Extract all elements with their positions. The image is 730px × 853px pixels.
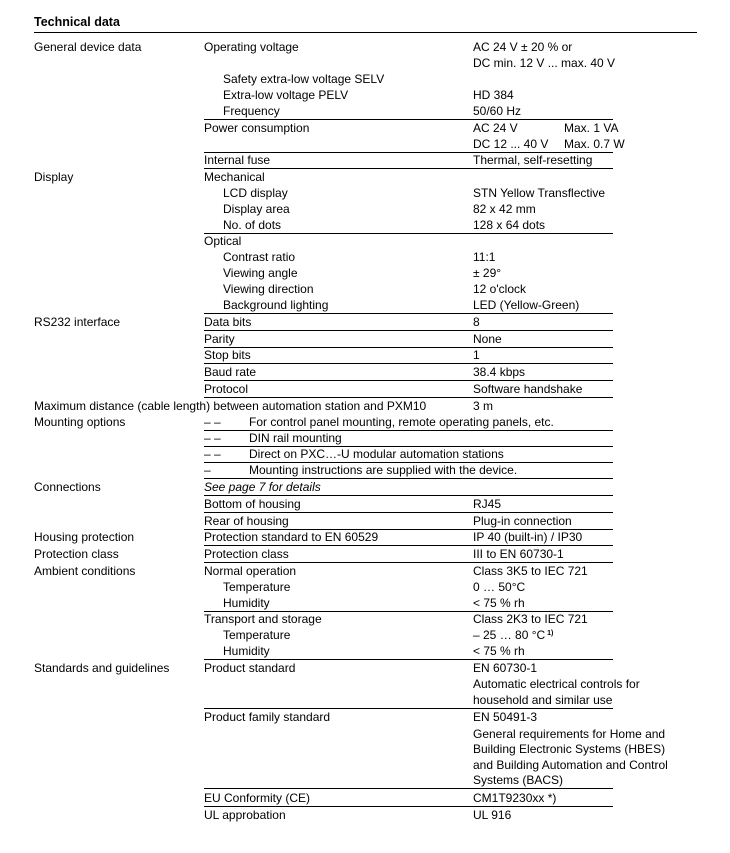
row-parameter: Contrast ratio [223, 250, 296, 264]
row-parameter: Temperature [223, 580, 291, 594]
row-parameter: Viewing direction [223, 282, 314, 296]
row-value: Automatic electrical controls for [473, 677, 640, 691]
row-value: III to EN 60730-1 [473, 547, 564, 561]
title-rule [34, 32, 697, 33]
row-value-max: Max. 0.7 W [564, 137, 625, 151]
row-parameter: Background lighting [223, 298, 329, 312]
row-value: 11:1 [473, 250, 496, 264]
row-parameter: Stop bits [204, 348, 251, 362]
row-value: Class 3K5 to IEC 721 [473, 564, 588, 578]
row-rule [204, 806, 613, 807]
row-rule [204, 168, 613, 169]
row-parameter: Rear of housing [204, 514, 289, 528]
row-value: < 75 % rh [473, 596, 525, 610]
row-category: Ambient conditions [34, 564, 136, 578]
row-parameter: For control panel mounting, remote operating panels, etc. [249, 415, 554, 429]
row-value: CM1T9230xx *) [473, 791, 557, 805]
row-value: HD 384 [473, 88, 514, 102]
row-category: Display [34, 170, 74, 184]
row-category: Protection class [34, 547, 119, 561]
row-parameter: Protocol [204, 382, 249, 396]
row-value: 8 [473, 315, 480, 329]
row-parameter: Protection standard to EN 60529 [204, 530, 379, 544]
row-parameter: Internal fuse [204, 153, 271, 167]
row-parameter: Mechanical [204, 170, 265, 184]
row-parameter: Extra-low voltage PELV [223, 88, 349, 102]
row-value: Class 2K3 to IEC 721 [473, 612, 588, 626]
row-value: 128 x 64 dots [473, 218, 546, 232]
row-value: household and similar use [473, 693, 613, 707]
row-parameter: Temperature [223, 628, 291, 642]
row-category: Housing protection [34, 530, 135, 544]
row-parameter: Optical [204, 234, 242, 248]
row-value: Software handshake [473, 382, 583, 396]
row-value: AC 24 V [473, 121, 518, 135]
row-rule [204, 512, 613, 513]
row-value: 0 … 50°C [473, 580, 526, 594]
row-category: General device data [34, 40, 142, 54]
row-value: Building Electronic Systems (HBES) [473, 742, 666, 756]
row-parameter: Frequency [223, 104, 280, 118]
row-value: 50/60 Hz [473, 104, 522, 118]
row-value: ± 29° [473, 266, 502, 280]
row-value: 1 [473, 348, 480, 362]
row-rule [204, 233, 613, 234]
row-value: RJ45 [473, 497, 502, 511]
row-value: Plug-in connection [473, 514, 572, 528]
row-rule [204, 363, 613, 364]
section-title: Technical data [34, 15, 120, 29]
row-rule [204, 478, 613, 479]
row-parameter: Bottom of housing [204, 497, 301, 511]
row-parameter: Baud rate [204, 365, 257, 379]
row-parameter: Viewing angle [223, 266, 298, 280]
row-value: 12 o'clock [473, 282, 526, 296]
row-rule [204, 119, 613, 120]
row-parameter: Parity [204, 332, 235, 346]
row-rule [204, 659, 613, 660]
row-value: DC min. 12 V ... max. 40 V [473, 56, 616, 70]
row-rule [204, 330, 613, 331]
row-parameter: No. of dots [223, 218, 282, 232]
row-value: None [473, 332, 502, 346]
row-bullet: – – [204, 415, 221, 429]
row-bullet: – – [204, 431, 221, 445]
row-parameter: Product standard [204, 661, 296, 675]
row-rule [204, 380, 613, 381]
row-value: and Building Automation and Control [473, 758, 668, 772]
row-value: 38.4 kbps [473, 365, 526, 379]
row-value: Thermal, self-resetting [473, 153, 593, 167]
row-value: LED (Yellow-Green) [473, 298, 580, 312]
row-parameter: Normal operation [204, 564, 297, 578]
row-category: Standards and guidelines [34, 661, 170, 675]
row-rule [204, 562, 613, 563]
row-value: IP 40 (built-in) / IP30 [473, 530, 583, 544]
row-value: Systems (BACS) [473, 773, 564, 787]
row-parameter: Humidity [223, 644, 270, 658]
row-parameter: Direct on PXC…-U modular automation stations [249, 447, 504, 461]
row-category: Connections [34, 480, 101, 494]
row-parameter: LCD display [223, 186, 288, 200]
row-bullet: – [204, 463, 211, 477]
row-parameter: UL approbation [204, 808, 286, 822]
footnote-marker: 1) [545, 630, 554, 637]
row-parameter: EU Conformity (CE) [204, 791, 311, 805]
row-parameter: Humidity [223, 596, 270, 610]
row-parameter: See page 7 for details [204, 480, 321, 494]
row-parameter: Display area [223, 202, 290, 216]
row-value-max: Max. 1 VA [564, 121, 619, 135]
row-value: – 25 … 80 °C $^{1)}$ [473, 628, 554, 642]
row-rule [204, 397, 613, 398]
row-value: DC 12 ... 40 V [473, 137, 549, 151]
row-value: 3 m [473, 399, 494, 413]
row-bullet: – – [204, 447, 221, 461]
row-rule [204, 708, 613, 709]
row-parameter: Operating voltage [204, 40, 299, 54]
row-value: AC 24 V ± 20 % or [473, 40, 573, 54]
row-value: < 75 % rh [473, 644, 525, 658]
row-rule [204, 788, 613, 789]
row-parameter: Data bits [204, 315, 252, 329]
row-category: Maximum distance (cable length) between automation station and PXM10 [34, 399, 427, 413]
row-value: EN 50491-3 [473, 710, 538, 724]
row-value: General requirements for Home and [473, 727, 666, 741]
row-parameter: Transport and storage [204, 612, 322, 626]
row-rule [204, 313, 613, 314]
row-value: EN 60730-1 [473, 661, 538, 675]
row-rule [204, 495, 613, 496]
row-parameter: Protection class [204, 547, 289, 561]
row-category: Mounting options [34, 415, 126, 429]
row-parameter: Product family standard [204, 710, 331, 724]
row-rule [204, 545, 613, 546]
row-category: RS232 interface [34, 315, 121, 329]
row-value: 82 x 42 mm [473, 202, 536, 216]
row-value: UL 916 [473, 808, 512, 822]
row-rule [204, 347, 613, 348]
row-parameter: Power consumption [204, 121, 310, 135]
row-parameter: DIN rail mounting [249, 431, 342, 445]
row-parameter: Mounting instructions are supplied with the device. [249, 463, 518, 477]
row-parameter: Safety extra-low voltage SELV [223, 72, 385, 86]
row-value: STN Yellow Transflective [473, 186, 606, 200]
